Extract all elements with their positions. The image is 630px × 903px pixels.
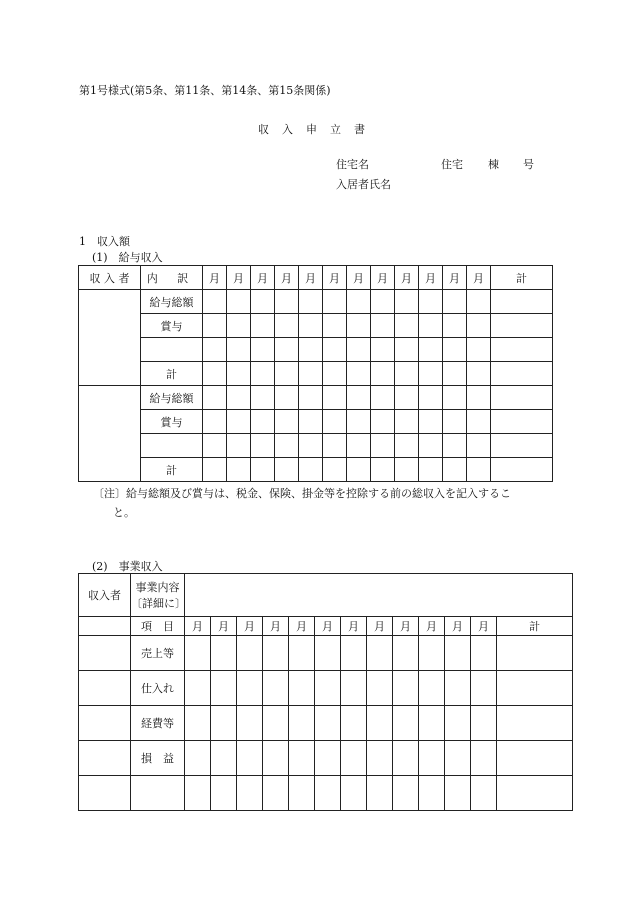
document-title bbox=[258, 121, 365, 137]
earner-cell[interactable] bbox=[79, 290, 141, 386]
month-cell[interactable] bbox=[251, 338, 275, 362]
total-cell[interactable] bbox=[491, 290, 553, 314]
month-cell[interactable] bbox=[467, 434, 491, 458]
month-header: 月 bbox=[445, 617, 471, 636]
month-header: 月 bbox=[263, 617, 289, 636]
month-cell[interactable] bbox=[203, 290, 227, 314]
month-header: 月 bbox=[203, 266, 227, 290]
month-cell[interactable] bbox=[443, 386, 467, 410]
month-cell[interactable] bbox=[419, 434, 443, 458]
month-cell[interactable] bbox=[275, 410, 299, 434]
month-header: 月 bbox=[443, 266, 467, 290]
month-cell[interactable] bbox=[395, 362, 419, 386]
month-cell[interactable] bbox=[341, 706, 367, 741]
month-header: 月 bbox=[419, 617, 445, 636]
month-header: 月 bbox=[323, 266, 347, 290]
month-cell[interactable] bbox=[347, 314, 371, 338]
business-content-line: 〔詳細に〕 bbox=[131, 597, 186, 610]
month-cell[interactable] bbox=[299, 290, 323, 314]
month-cell[interactable] bbox=[263, 776, 289, 811]
earner-field[interactable] bbox=[79, 617, 131, 636]
earner-field[interactable] bbox=[79, 706, 131, 741]
month-cell[interactable] bbox=[185, 706, 211, 741]
month-cell[interactable] bbox=[251, 434, 275, 458]
month-cell[interactable] bbox=[315, 706, 341, 741]
month-cell[interactable] bbox=[289, 706, 315, 741]
month-cell[interactable] bbox=[419, 290, 443, 314]
month-cell[interactable] bbox=[263, 741, 289, 776]
month-cell[interactable] bbox=[251, 458, 275, 482]
month-cell[interactable] bbox=[467, 314, 491, 338]
form-code: 第1号様式(第5条、第11条、第14条、第15条関係) bbox=[79, 84, 331, 97]
business-content-line: 事業内容 bbox=[135, 581, 180, 594]
month-cell[interactable] bbox=[445, 776, 471, 811]
month-cell[interactable] bbox=[443, 434, 467, 458]
item-header: 項 目 bbox=[131, 617, 185, 636]
month-header: 月 bbox=[367, 617, 393, 636]
month-header: 月 bbox=[275, 266, 299, 290]
month-cell[interactable] bbox=[347, 290, 371, 314]
month-header: 月 bbox=[227, 266, 251, 290]
month-cell[interactable] bbox=[227, 314, 251, 338]
total-header: 計 bbox=[491, 266, 553, 290]
table-row bbox=[79, 410, 553, 434]
month-cell[interactable] bbox=[203, 338, 227, 362]
month-cell[interactable] bbox=[395, 410, 419, 434]
table-row bbox=[79, 706, 573, 741]
month-cell[interactable] bbox=[393, 776, 419, 811]
section1-heading: 1 収入額 bbox=[79, 235, 130, 248]
earner-cell[interactable] bbox=[79, 386, 141, 482]
earner-field[interactable] bbox=[79, 671, 131, 706]
month-cell[interactable] bbox=[443, 290, 467, 314]
month-cell[interactable] bbox=[251, 290, 275, 314]
month-cell[interactable] bbox=[289, 636, 315, 671]
month-cell[interactable] bbox=[323, 434, 347, 458]
month-cell[interactable] bbox=[275, 362, 299, 386]
row-label bbox=[141, 338, 203, 362]
month-cell[interactable] bbox=[275, 314, 299, 338]
month-cell[interactable] bbox=[203, 458, 227, 482]
row-label bbox=[141, 434, 203, 458]
month-cell[interactable] bbox=[203, 410, 227, 434]
total-cell[interactable] bbox=[497, 671, 573, 706]
salary-income-table bbox=[78, 265, 553, 482]
month-cell[interactable] bbox=[263, 706, 289, 741]
title-char: 書 bbox=[354, 123, 365, 136]
row-label bbox=[131, 776, 185, 811]
row-label: 損 益 bbox=[131, 741, 185, 776]
month-cell[interactable] bbox=[347, 410, 371, 434]
month-cell[interactable] bbox=[371, 434, 395, 458]
month-cell[interactable] bbox=[263, 636, 289, 671]
month-cell[interactable] bbox=[471, 741, 497, 776]
month-cell[interactable] bbox=[211, 671, 237, 706]
month-cell[interactable] bbox=[419, 458, 443, 482]
title-char: 入 bbox=[282, 123, 293, 136]
row-label: 給与総額 bbox=[141, 290, 203, 314]
month-cell[interactable] bbox=[323, 362, 347, 386]
month-cell[interactable] bbox=[471, 671, 497, 706]
month-cell[interactable] bbox=[395, 290, 419, 314]
total-cell[interactable] bbox=[491, 362, 553, 386]
month-cell[interactable] bbox=[371, 362, 395, 386]
month-cell[interactable] bbox=[315, 636, 341, 671]
month-cell[interactable] bbox=[419, 314, 443, 338]
month-header: 月 bbox=[395, 266, 419, 290]
month-cell[interactable] bbox=[371, 290, 395, 314]
month-cell[interactable] bbox=[299, 314, 323, 338]
month-cell[interactable] bbox=[393, 706, 419, 741]
month-cell[interactable] bbox=[299, 434, 323, 458]
month-cell[interactable] bbox=[299, 458, 323, 482]
month-cell[interactable] bbox=[315, 776, 341, 811]
earner-header: 収 入 者 bbox=[79, 266, 141, 290]
month-header: 月 bbox=[467, 266, 491, 290]
month-cell[interactable] bbox=[185, 636, 211, 671]
month-cell[interactable] bbox=[419, 386, 443, 410]
earner-label: 収入者 bbox=[79, 574, 131, 617]
month-cell[interactable] bbox=[227, 290, 251, 314]
month-cell[interactable] bbox=[341, 671, 367, 706]
row-label: 経費等 bbox=[131, 706, 185, 741]
month-cell[interactable] bbox=[371, 386, 395, 410]
month-cell[interactable] bbox=[367, 636, 393, 671]
month-cell[interactable] bbox=[445, 671, 471, 706]
month-cell[interactable] bbox=[467, 386, 491, 410]
month-cell[interactable] bbox=[323, 314, 347, 338]
month-cell[interactable] bbox=[367, 741, 393, 776]
month-header: 月 bbox=[237, 617, 263, 636]
month-cell[interactable] bbox=[419, 410, 443, 434]
month-cell[interactable] bbox=[367, 706, 393, 741]
month-cell[interactable] bbox=[315, 671, 341, 706]
month-cell[interactable] bbox=[367, 776, 393, 811]
month-cell[interactable] bbox=[393, 741, 419, 776]
total-cell[interactable] bbox=[491, 410, 553, 434]
table-row bbox=[79, 338, 553, 362]
row-label: 賞与 bbox=[141, 314, 203, 338]
month-cell[interactable] bbox=[275, 386, 299, 410]
month-cell[interactable] bbox=[341, 636, 367, 671]
month-cell[interactable] bbox=[443, 410, 467, 434]
ward-label: 棟 bbox=[488, 158, 499, 171]
month-cell[interactable] bbox=[467, 458, 491, 482]
table-row bbox=[79, 434, 553, 458]
month-cell[interactable] bbox=[471, 776, 497, 811]
month-cell[interactable] bbox=[467, 362, 491, 386]
month-cell[interactable] bbox=[323, 338, 347, 362]
month-cell[interactable] bbox=[251, 314, 275, 338]
month-cell[interactable] bbox=[315, 741, 341, 776]
month-cell[interactable] bbox=[341, 741, 367, 776]
month-cell[interactable] bbox=[367, 671, 393, 706]
month-cell[interactable] bbox=[323, 290, 347, 314]
table-row bbox=[79, 741, 573, 776]
month-header: 月 bbox=[315, 617, 341, 636]
month-cell[interactable] bbox=[347, 434, 371, 458]
earner-field[interactable] bbox=[79, 741, 131, 776]
month-cell[interactable] bbox=[289, 671, 315, 706]
month-cell[interactable] bbox=[299, 410, 323, 434]
month-cell[interactable] bbox=[419, 636, 445, 671]
month-cell[interactable] bbox=[227, 410, 251, 434]
month-cell[interactable] bbox=[263, 671, 289, 706]
table-row bbox=[79, 386, 553, 410]
month-cell[interactable] bbox=[419, 362, 443, 386]
title-char: 立 bbox=[330, 123, 341, 136]
header-row bbox=[79, 266, 553, 290]
month-cell[interactable] bbox=[251, 410, 275, 434]
business-content-field[interactable] bbox=[185, 574, 573, 617]
month-cell[interactable] bbox=[227, 458, 251, 482]
month-cell[interactable] bbox=[211, 636, 237, 671]
month-cell[interactable] bbox=[275, 458, 299, 482]
note bbox=[93, 484, 553, 522]
month-cell[interactable] bbox=[237, 671, 263, 706]
month-cell[interactable] bbox=[445, 636, 471, 671]
table-row bbox=[79, 314, 553, 338]
month-header: 月 bbox=[341, 617, 367, 636]
month-cell[interactable] bbox=[347, 338, 371, 362]
month-cell[interactable] bbox=[419, 776, 445, 811]
month-cell[interactable] bbox=[341, 776, 367, 811]
month-cell[interactable] bbox=[419, 338, 443, 362]
table-row bbox=[79, 458, 553, 482]
month-cell[interactable] bbox=[443, 458, 467, 482]
salary-income-heading: (1) 給与収入 bbox=[92, 251, 163, 264]
month-cell[interactable] bbox=[203, 386, 227, 410]
detail-header: 内 訳 bbox=[141, 266, 203, 290]
month-cell[interactable] bbox=[227, 338, 251, 362]
month-cell[interactable] bbox=[227, 434, 251, 458]
month-cell[interactable] bbox=[211, 741, 237, 776]
month-header: 月 bbox=[419, 266, 443, 290]
total-header: 計 bbox=[497, 617, 573, 636]
month-cell[interactable] bbox=[419, 671, 445, 706]
total-cell[interactable] bbox=[497, 706, 573, 741]
month-header: 月 bbox=[211, 617, 237, 636]
month-cell[interactable] bbox=[237, 776, 263, 811]
month-header: 月 bbox=[393, 617, 419, 636]
month-cell[interactable] bbox=[299, 362, 323, 386]
table-row bbox=[79, 290, 553, 314]
month-header: 月 bbox=[347, 266, 371, 290]
business-income-heading: (2) 事業収入 bbox=[92, 560, 163, 573]
month-cell[interactable] bbox=[395, 458, 419, 482]
month-cell[interactable] bbox=[185, 671, 211, 706]
table-row bbox=[79, 671, 573, 706]
total-cell[interactable] bbox=[497, 776, 573, 811]
month-cell[interactable] bbox=[323, 458, 347, 482]
row-label: 計 bbox=[141, 362, 203, 386]
month-cell[interactable] bbox=[275, 290, 299, 314]
month-header: 月 bbox=[471, 617, 497, 636]
table-row bbox=[79, 636, 573, 671]
row-label: 売上等 bbox=[131, 636, 185, 671]
month-cell[interactable] bbox=[393, 636, 419, 671]
month-cell[interactable] bbox=[323, 410, 347, 434]
title-char: 収 bbox=[258, 123, 269, 136]
table-row bbox=[79, 574, 573, 617]
housing-name-label: 住宅名 bbox=[336, 158, 369, 171]
month-cell[interactable] bbox=[275, 338, 299, 362]
month-cell[interactable] bbox=[237, 636, 263, 671]
month-cell[interactable] bbox=[371, 410, 395, 434]
month-cell[interactable] bbox=[347, 458, 371, 482]
month-cell[interactable] bbox=[211, 776, 237, 811]
month-cell[interactable] bbox=[467, 290, 491, 314]
month-cell[interactable] bbox=[299, 386, 323, 410]
month-cell[interactable] bbox=[419, 741, 445, 776]
month-cell[interactable] bbox=[443, 338, 467, 362]
month-cell[interactable] bbox=[395, 314, 419, 338]
month-header: 月 bbox=[371, 266, 395, 290]
month-cell[interactable] bbox=[443, 314, 467, 338]
earner-field[interactable] bbox=[79, 636, 131, 671]
month-cell[interactable] bbox=[251, 362, 275, 386]
month-cell[interactable] bbox=[203, 362, 227, 386]
month-cell[interactable] bbox=[323, 386, 347, 410]
month-cell[interactable] bbox=[445, 706, 471, 741]
month-header: 月 bbox=[251, 266, 275, 290]
month-cell[interactable] bbox=[211, 706, 237, 741]
month-cell[interactable] bbox=[185, 776, 211, 811]
total-cell[interactable] bbox=[491, 386, 553, 410]
total-cell[interactable] bbox=[497, 636, 573, 671]
month-header: 月 bbox=[289, 617, 315, 636]
total-cell[interactable] bbox=[491, 314, 553, 338]
month-header: 月 bbox=[185, 617, 211, 636]
month-cell[interactable] bbox=[371, 458, 395, 482]
note-line: 〔注〕給与総額及び賞与は、税金、保険、掛金等を控除する前の総収入を記入するこ bbox=[93, 487, 511, 500]
month-header: 月 bbox=[299, 266, 323, 290]
total-cell[interactable] bbox=[497, 741, 573, 776]
header-row bbox=[79, 617, 573, 636]
business-content-label bbox=[131, 574, 185, 617]
table-row bbox=[79, 776, 573, 811]
row-label: 賞与 bbox=[141, 410, 203, 434]
month-cell[interactable] bbox=[347, 386, 371, 410]
month-cell[interactable] bbox=[395, 434, 419, 458]
month-cell[interactable] bbox=[395, 386, 419, 410]
month-cell[interactable] bbox=[467, 410, 491, 434]
total-cell[interactable] bbox=[491, 458, 553, 482]
month-cell[interactable] bbox=[445, 741, 471, 776]
month-cell[interactable] bbox=[419, 706, 445, 741]
month-cell[interactable] bbox=[395, 338, 419, 362]
month-cell[interactable] bbox=[371, 338, 395, 362]
month-cell[interactable] bbox=[203, 434, 227, 458]
row-label: 計 bbox=[141, 458, 203, 482]
month-cell[interactable] bbox=[289, 741, 315, 776]
row-label: 仕入れ bbox=[131, 671, 185, 706]
month-cell[interactable] bbox=[471, 636, 497, 671]
month-cell[interactable] bbox=[227, 362, 251, 386]
month-cell[interactable] bbox=[393, 671, 419, 706]
row-label: 給与総額 bbox=[141, 386, 203, 410]
month-cell[interactable] bbox=[275, 434, 299, 458]
month-cell[interactable] bbox=[237, 706, 263, 741]
month-cell[interactable] bbox=[289, 776, 315, 811]
month-cell[interactable] bbox=[237, 741, 263, 776]
month-cell[interactable] bbox=[467, 338, 491, 362]
month-cell[interactable] bbox=[347, 362, 371, 386]
month-cell[interactable] bbox=[299, 338, 323, 362]
earner-field[interactable] bbox=[79, 776, 131, 811]
tenant-name-label: 入居者氏名 bbox=[336, 178, 391, 191]
housing-field-label: 住宅 bbox=[441, 158, 463, 171]
business-income-table bbox=[78, 573, 573, 811]
title-char: 申 bbox=[306, 123, 317, 136]
month-cell[interactable] bbox=[471, 706, 497, 741]
note-line: と。 bbox=[113, 506, 135, 519]
total-cell[interactable] bbox=[491, 338, 553, 362]
month-cell[interactable] bbox=[185, 741, 211, 776]
month-cell[interactable] bbox=[251, 386, 275, 410]
month-cell[interactable] bbox=[203, 314, 227, 338]
total-cell[interactable] bbox=[491, 434, 553, 458]
month-cell[interactable] bbox=[443, 362, 467, 386]
month-cell[interactable] bbox=[227, 386, 251, 410]
month-cell[interactable] bbox=[371, 314, 395, 338]
number-label: 号 bbox=[523, 158, 534, 171]
table-row bbox=[79, 362, 553, 386]
